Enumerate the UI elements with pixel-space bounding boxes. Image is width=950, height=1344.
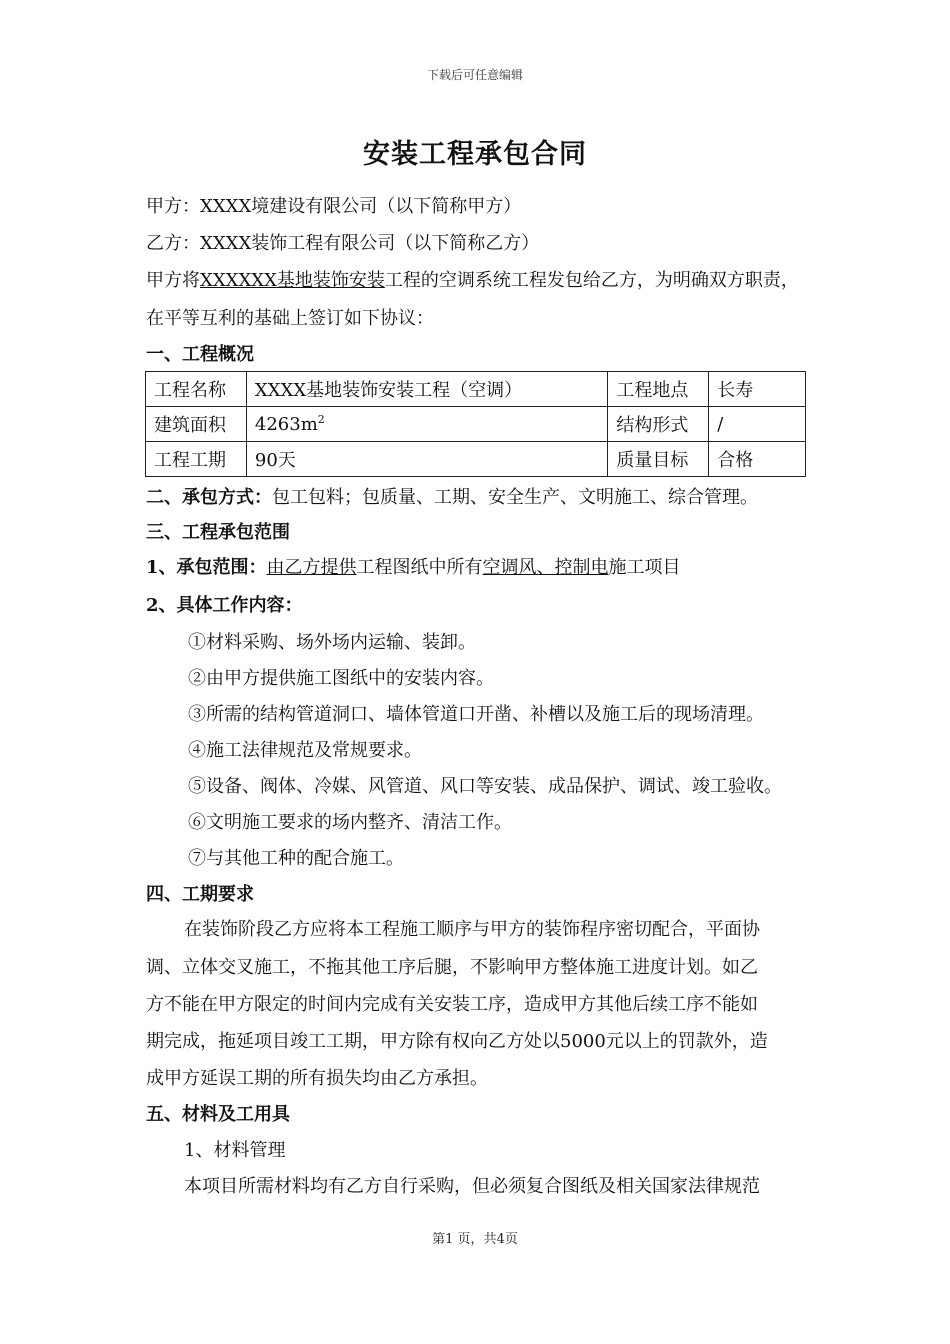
list-item: ④施工法律规范及常规要求。 — [188, 740, 422, 761]
list-item: ①材料采购、场外场内运输、装卸。 — [188, 632, 476, 653]
scope-underlined-2: 空调风、控制电 — [482, 557, 609, 578]
section-1-heading: 一、工程概况 — [146, 344, 254, 365]
section-4-paragraph-line: 成甲方延误工期的所有损失均由乙方承担。 — [146, 1068, 488, 1089]
scope-line — [146, 553, 681, 579]
area-unit-superscript: 2 — [317, 413, 325, 426]
table-cell-value: 合格 — [709, 442, 806, 477]
intro-line-2: 在平等互利的基础上签订如下协议： — [146, 308, 434, 329]
list-item: ③所需的结构管道洞口、墙体管道口开凿、补槽以及施工后的现场清理。 — [188, 704, 764, 725]
section-5-paragraph-line: 本项目所需材料均有乙方自行采购，但必须复合图纸及相关国家法律规范 — [184, 1176, 760, 1197]
party-a-line: 甲方：XXXX境建设有限公司（以下简称甲方） — [146, 196, 522, 217]
scope-heading: 1、承包范围： — [146, 557, 267, 578]
intro-project-name: XXXXXX基地装饰安装 — [200, 270, 385, 291]
intro-post: 工程的空调系统工程发包给乙方，为明确双方职责， — [384, 270, 799, 291]
scope-underlined-1: 由乙方提供 — [266, 557, 357, 578]
list-item: ⑥文明施工要求的场内整齐、清洁工作。 — [188, 812, 512, 833]
section-5-subheading: 1、材料管理 — [184, 1140, 286, 1161]
table-cell-value: XXXX基地装饰安装工程（空调） — [246, 372, 607, 407]
section-2-line — [146, 483, 758, 509]
table-cell-label: 工程地点 — [608, 372, 709, 407]
area-value: 4263m — [254, 414, 318, 435]
table-cell-value: 长寿 — [709, 372, 806, 407]
section-5-heading: 五、材料及工用具 — [146, 1104, 290, 1125]
intro-line-1 — [146, 266, 799, 292]
intro-pre: 甲方将 — [146, 270, 200, 291]
table-cell-label: 工程工期 — [146, 442, 247, 477]
list-item: ⑤设备、阀体、冷媒、风管道、风口等安装、成品保护、调试、竣工验收。 — [188, 776, 782, 797]
section-4-paragraph-line: 在装饰阶段乙方应将本工程施工顺序与甲方的装饰程序密切配合，平面协 — [184, 919, 760, 940]
section-4-paragraph-line: 调、立体交叉施工，不拖其他工序后腿，不影响甲方整体施工进度计划。如乙 — [146, 957, 758, 978]
table-row — [146, 407, 806, 442]
page-footer: 第1 页，共4页 — [432, 1232, 518, 1247]
project-overview-table — [145, 371, 806, 477]
table-cell-value — [246, 407, 607, 442]
scope-text-1: 工程图纸中所有 — [356, 557, 483, 578]
section-2-text: 包工包料；包质量、工期、安全生产、文明施工、综合管理。 — [272, 487, 758, 508]
list-item: ②由甲方提供施工图纸中的安装内容。 — [188, 668, 494, 689]
table-cell-label: 工程名称 — [146, 372, 247, 407]
section-3-heading: 三、工程承包范围 — [146, 522, 290, 543]
scope-text-2: 施工项目 — [608, 557, 681, 578]
document-title: 安装工程承包合同 — [363, 139, 587, 170]
table-cell-label: 建筑面积 — [146, 407, 247, 442]
section-4-paragraph-line: 方不能在甲方限定的时间内完成有关安装工序，造成甲方其他后续工序不能如 — [146, 994, 758, 1015]
table-row — [146, 442, 806, 477]
section-2-heading: 二、承包方式： — [146, 487, 272, 508]
table-cell-value: / — [709, 407, 806, 442]
work-content-heading: 2、具体工作内容： — [146, 595, 303, 616]
section-4-paragraph-line: 期完成，拖延项目竣工工期，甲方除有权向乙方处以5000元以上的罚款外，造 — [146, 1031, 768, 1052]
page-header: 下载后可任意编辑 — [426, 68, 523, 82]
table-cell-value: 90天 — [246, 442, 607, 477]
table-cell-label: 质量目标 — [608, 442, 709, 477]
party-b-line: 乙方：XXXX装饰工程有限公司（以下简称乙方） — [146, 233, 540, 254]
list-item: ⑦与其他工种的配合施工。 — [188, 848, 404, 869]
section-4-heading: 四、工期要求 — [146, 884, 254, 905]
table-cell-label: 结构形式 — [608, 407, 709, 442]
table-row — [146, 372, 806, 407]
